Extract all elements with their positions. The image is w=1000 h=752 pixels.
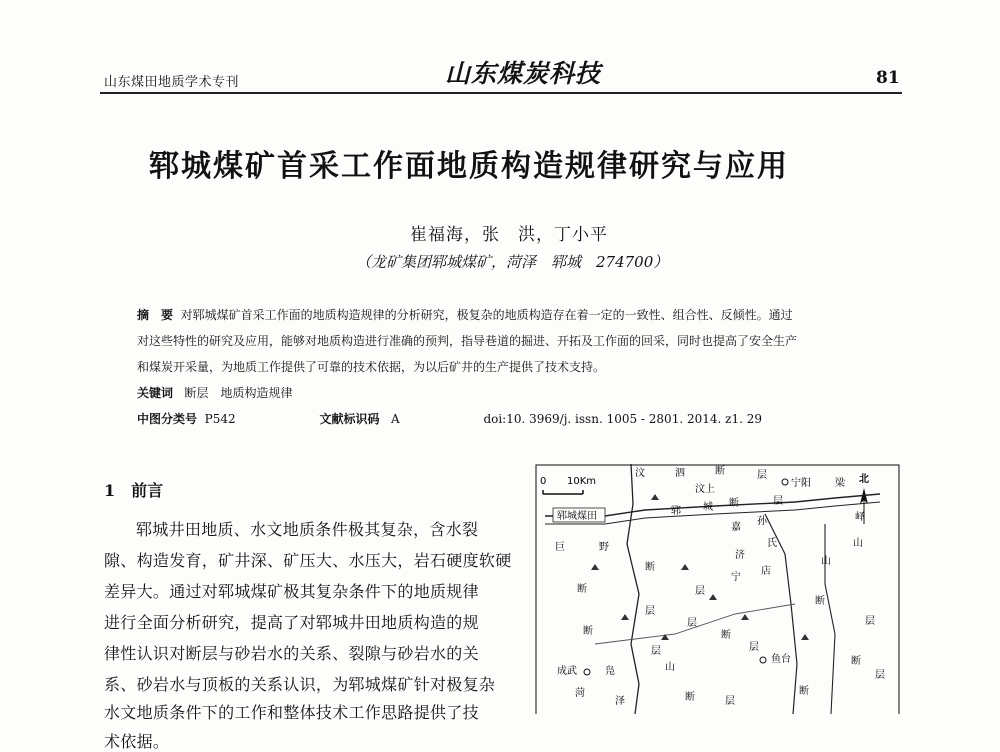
map-label: 氏 bbox=[767, 538, 777, 549]
map-label: 断 bbox=[721, 630, 731, 641]
journal-brand-logo: 山东煤炭科技 bbox=[445, 59, 602, 88]
map-label: 层 bbox=[749, 642, 759, 653]
map-label: 山 bbox=[665, 662, 675, 673]
map-label: 孙 bbox=[757, 516, 767, 527]
map-label: 泽 bbox=[615, 696, 625, 707]
map-label: 城 bbox=[703, 502, 713, 513]
doc-code-value: A bbox=[390, 412, 400, 426]
map-label: 层 bbox=[651, 646, 661, 657]
map-label: 层 bbox=[865, 616, 875, 627]
doc-code-label: 文献标识码 bbox=[319, 412, 380, 426]
abstract-line bbox=[137, 306, 793, 323]
keywords-line bbox=[137, 384, 292, 401]
article-affiliation: （龙矿集团郓城煤矿，菏泽 郓城 274700） bbox=[356, 253, 669, 271]
abstract-text: 对郓城煤矿首采工作面的地质构造规律的分析研究，极复杂的地质构造存在着一定的一致性、组合性、反倾性。通过 bbox=[180, 308, 793, 322]
map-label: 层 bbox=[645, 606, 655, 617]
geological-structure-map bbox=[535, 464, 900, 714]
map-label: 凫 bbox=[605, 666, 615, 677]
map-label: 成武 bbox=[557, 666, 577, 677]
map-label: 郓 bbox=[671, 506, 681, 517]
map-label: 梁 bbox=[835, 478, 845, 489]
doi: doi:10. 3969/j. issn. 1005 - 2801. 2014. z1. 29 bbox=[483, 412, 762, 426]
map-label: 层 bbox=[875, 670, 885, 681]
fault-line bbox=[627, 464, 639, 714]
body-line: 隙、构造发育，矿井深、矿压大、水压大，岩石硬度软硬 bbox=[104, 551, 512, 570]
map-label: 断 bbox=[715, 466, 725, 477]
map-label: 断 bbox=[577, 584, 587, 595]
map-label: 断 bbox=[799, 686, 809, 697]
map-label: 汶 bbox=[635, 468, 645, 479]
fault-dip-marker-icon bbox=[591, 494, 809, 640]
abstract-label: 摘 要 bbox=[137, 308, 174, 322]
body-line: 系、砂岩水与顶板的关系认识，为郓城煤矿针对极复杂 bbox=[104, 675, 496, 694]
keywords-label: 关键词 bbox=[137, 386, 174, 400]
map-frame bbox=[536, 465, 899, 714]
map-label: 野 bbox=[599, 542, 609, 553]
body-line: 水文地质条件下的工作和整体技术工作思路提供了技 bbox=[104, 703, 479, 722]
map-label: 宁阳 bbox=[791, 478, 811, 489]
map-label: 层 bbox=[757, 470, 767, 481]
abstract-line: 对这些特性的研究及应用，能够对地质构造进行准确的预判，指导巷道的掘进、开拓及工作面的回采，同时也提高了安全生产 bbox=[137, 334, 798, 348]
map-label: 层 bbox=[687, 618, 697, 629]
body-line: 术依据。 bbox=[104, 732, 170, 751]
map-label: 嘉 bbox=[731, 522, 741, 533]
mine-label: 郓城煤田 bbox=[557, 511, 597, 522]
journal-name: 山东煤田地质学术专刊 bbox=[104, 75, 240, 90]
map-feature bbox=[760, 657, 766, 663]
map-label: 断 bbox=[685, 692, 695, 703]
article-title: 郓城煤矿首采工作面地质构造规律研究与应用 bbox=[149, 149, 789, 184]
clc-label: 中图分类号 bbox=[137, 412, 198, 426]
map-label: 层 bbox=[725, 696, 735, 707]
map-label: 峄 bbox=[855, 512, 865, 523]
map-label: 层 bbox=[773, 496, 783, 507]
body-line: 差异大。通过对郓城煤矿极其复杂条件下的地质规律 bbox=[104, 582, 479, 601]
map-label: 菏 bbox=[575, 688, 585, 699]
north-label: 北 bbox=[859, 474, 869, 485]
map-label: 断 bbox=[645, 562, 655, 573]
map-label: 宁 bbox=[731, 572, 741, 583]
map-label: 断 bbox=[851, 656, 861, 667]
map-label: 泗 bbox=[675, 468, 685, 479]
map-label: 山 bbox=[853, 538, 863, 549]
page-number: 81 bbox=[876, 68, 900, 88]
map-label: 断 bbox=[815, 596, 825, 607]
body-line: 郓城井田地质、水文地质条件极其复杂，含水裂 bbox=[136, 520, 479, 539]
map-label: 巨 bbox=[555, 542, 565, 553]
section-heading: 1 前言 bbox=[104, 481, 164, 500]
body-line: 律性认识对断层与砂岩水的关系、裂隙与砂岩水的关 bbox=[104, 644, 479, 663]
map-label: 鱼台 bbox=[771, 654, 791, 665]
map-label: 济 bbox=[735, 550, 745, 561]
scale-km: 10Km bbox=[567, 476, 597, 487]
scale-zero: 0 bbox=[540, 476, 547, 487]
map-label: 断 bbox=[583, 626, 593, 637]
article-authors: 崔福海，张 洪，丁小平 bbox=[410, 225, 608, 245]
keywords: 断层 地质构造规律 bbox=[184, 386, 293, 400]
abstract-line: 和煤炭开采量，为地质工作提供了可靠的技术依据，为以后矿井的生产提供了技术支持。 bbox=[137, 360, 606, 374]
body-line: 进行全面分析研究，提高了对郓城井田地质构造的规 bbox=[104, 613, 479, 632]
classification-line bbox=[137, 410, 776, 427]
clc-value: P542 bbox=[204, 412, 236, 426]
header-rule bbox=[100, 92, 902, 94]
map-feature bbox=[584, 669, 590, 675]
map-label: 山 bbox=[821, 556, 831, 567]
map-label: 层 bbox=[695, 586, 705, 597]
map-label: 断 bbox=[729, 498, 739, 509]
map-label: 汶上 bbox=[695, 484, 715, 495]
fault-line bbox=[825, 524, 835, 714]
map-feature bbox=[782, 479, 788, 485]
map-label: 店 bbox=[761, 566, 771, 577]
